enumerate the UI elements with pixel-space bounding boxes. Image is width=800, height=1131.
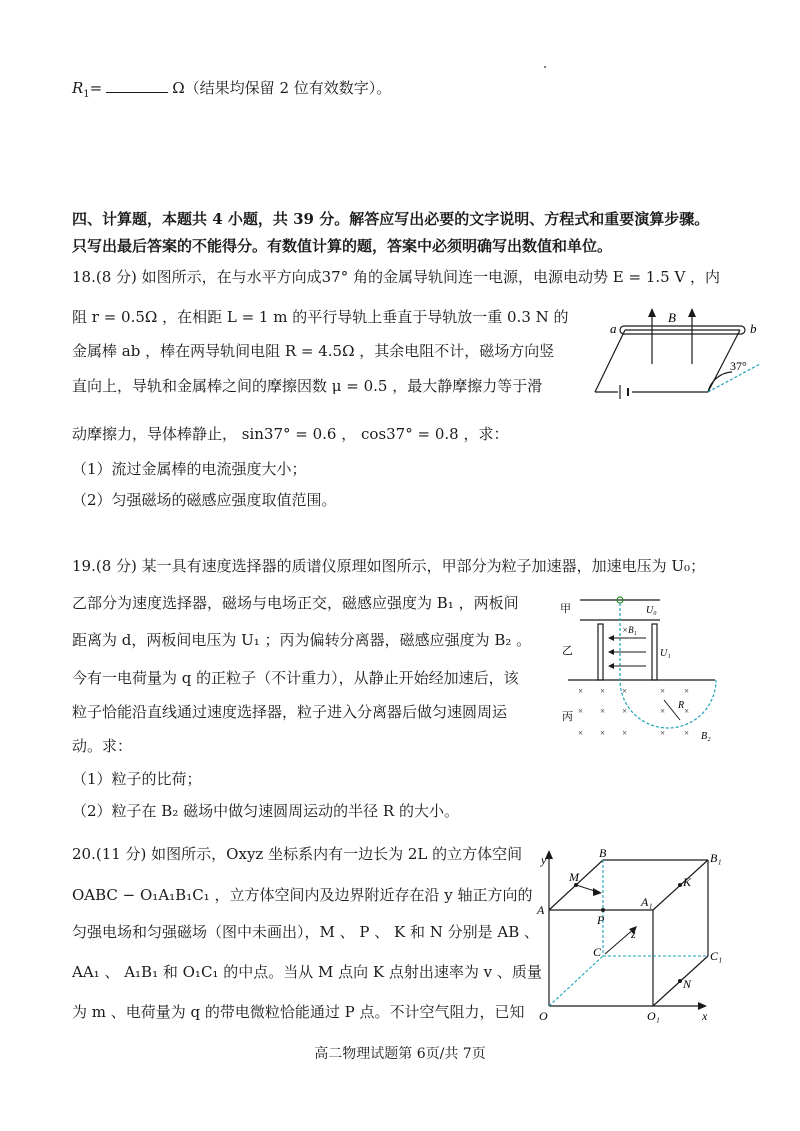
q19-sub2: （2）粒子在 B₂ 磁场中做匀速圆周运动的半径 R 的大小。 (72, 802, 459, 820)
q19-line2: 乙部分为速度选择器，磁场与电场正交，磁感应强度为 B₁ ，两板间 (72, 594, 519, 612)
svg-text:×: × (600, 706, 606, 716)
section4-heading-line2: 只写出最后答案的不能得分。有数值计算的题，答案中必须明确写出数值和单位。 (72, 237, 613, 255)
label-bing: 丙 (562, 711, 573, 723)
q18-line1: 18.(8 分) 如图所示，在与水平方向成37° 角的金属导轨间连一电源，电源电动势 E = 1.5 V ，内 (72, 268, 721, 286)
label-B-field: B (668, 310, 676, 325)
b2-field-marks (578, 686, 689, 738)
q19-line1: 19.(8 分) 某一具有速度选择器的质谱仪原理如图所示，甲部分为粒子加速器，加速电压为 U₀； (72, 557, 706, 575)
r1-symbol: R (72, 79, 84, 97)
label-N: N (683, 977, 692, 991)
q20-line4: AA₁ 、 A₁B₁ 和 O₁C₁ 的中点。当从 M 点向 K 点射出速率为 v 、质量 (72, 963, 542, 981)
q20-line2: OABC − O₁A₁B₁C₁ ，立方体空间内及边界附近存在沿 y 轴正方向的 (72, 886, 533, 904)
label-A: A (537, 903, 545, 917)
q20-figure (535, 848, 730, 1028)
selector-plate-right (652, 624, 657, 680)
q18-figure (580, 300, 770, 410)
label-y: y (541, 853, 547, 867)
q19-line6: 动。求： (72, 737, 133, 755)
label-C: C (593, 945, 602, 959)
svg-text:×: × (622, 686, 628, 696)
rail-left (595, 330, 625, 392)
label-x: x (702, 1009, 708, 1023)
q19-line3: 距离为 d，两板间电压为 U₁ ；丙为偏转分离器，磁感应强度为 B₂ 。 (72, 631, 532, 649)
svg-text:×: × (660, 706, 666, 716)
field-arrowhead-1 (648, 308, 656, 317)
label-B1: B₁ (710, 851, 722, 865)
selector-plate-left (598, 624, 603, 680)
svg-text:×: × (578, 706, 584, 716)
label-a: a (610, 321, 617, 336)
r1-answer-line (72, 78, 391, 105)
angle-arc (708, 372, 732, 392)
r1-answer-blank[interactable] (106, 78, 168, 93)
svg-text:×: × (600, 686, 606, 696)
q20-line5: 为 m 、电荷量为 q 的带电微粒恰能通过 P 点。不计空气阻力，已知 (72, 1003, 525, 1021)
svg-text:×: × (600, 728, 606, 738)
label-O1: O₁ (647, 1009, 660, 1023)
svg-text:×: × (660, 686, 666, 696)
label-yi: 乙 (562, 645, 573, 657)
q19-sub1: （1）粒子的比荷； (72, 770, 202, 788)
label-angle: 37° (730, 359, 747, 373)
r1-subscript: 1 (83, 89, 90, 100)
r1-unit-note: Ω（结果均保留 2 位有效数字）。 (172, 79, 392, 97)
label-P: P (597, 913, 605, 927)
svg-text:×: × (622, 706, 628, 716)
q19-line4: 今有一电荷量为 q 的正粒子（不计重力），从静止开始经加速后，该 (72, 669, 519, 687)
scan-speck (544, 66, 546, 68)
svg-text:×: × (578, 728, 584, 738)
q18-sub1: （1）流过金属棒的电流强度大小； (72, 460, 307, 478)
label-C1: C₁ (710, 949, 723, 963)
label-z: z (631, 927, 636, 941)
q20-line3: 匀强电场和匀强磁场（图中未画出），M 、 P 、 K 和 N 分别是 AB 、 (72, 923, 540, 941)
svg-text:×: × (578, 686, 584, 696)
label-U1: U₁ (660, 648, 671, 659)
q18-sub2: （2）匀强磁场的磁感应强度取值范围。 (72, 491, 337, 509)
label-K: K (683, 875, 692, 889)
svg-text:×: × (660, 728, 666, 738)
q20-line1: 20.(11 分) 如图所示，Oxyz 坐标系内有一边长为 2L 的立方体空间 (72, 845, 523, 863)
svg-text:×: × (622, 728, 628, 738)
label-jia: 甲 (560, 603, 571, 615)
label-R: R (678, 700, 685, 711)
svg-text:×: × (684, 728, 690, 738)
q18-line3: 金属棒 ab ，棒在两导轨间电阻 R = 4.5Ω ，其余电阻不计，磁场方向竖 (72, 342, 555, 360)
q18-line5: 动摩擦力，导体棒静止， sin37° = 0.6 ， cos37° = 0.8 ，求： (72, 425, 509, 443)
electric-field-arrows (610, 638, 646, 666)
page-footer: 高二物理试题第 6页/共 7页 (314, 1046, 486, 1062)
field-arrowhead-2 (688, 308, 696, 317)
label-M: M (569, 870, 579, 884)
section4-heading-line1: 四、计算题，本题共 4 小题，共 39 分。解答应写出必要的文字说明、方程式和重要演算步骤。 (72, 210, 710, 228)
label-B: B (599, 848, 607, 860)
q19-line5: 粒子恰能沿直线通过速度选择器，粒子进入分离器后做匀速圆周运 (72, 703, 508, 721)
label-U0: U₀ (646, 605, 657, 616)
electric-field-arrowheads (608, 635, 614, 669)
svg-text:×: × (684, 686, 690, 696)
label-B2: B₂ (701, 731, 711, 742)
label-b: b (750, 321, 757, 336)
r1-equals: = (89, 79, 103, 97)
q19-figure (560, 590, 730, 755)
label-A1: A₁ (641, 895, 653, 909)
q18-line2: 阻 r = 0.5Ω ，在相距 L = 1 m 的平行导轨上垂直于导轨放一重 0.3 N 的 (72, 308, 569, 326)
q18-line4: 直向上，导轨和金属棒之间的摩擦因数 μ = 0.5 ，最大静摩擦力等于滑 (72, 377, 543, 395)
velocity-arrowhead (593, 888, 602, 896)
svg-text:×: × (684, 706, 690, 716)
label-O: O (539, 1009, 548, 1023)
label-B1: ×B₁ (622, 625, 637, 635)
